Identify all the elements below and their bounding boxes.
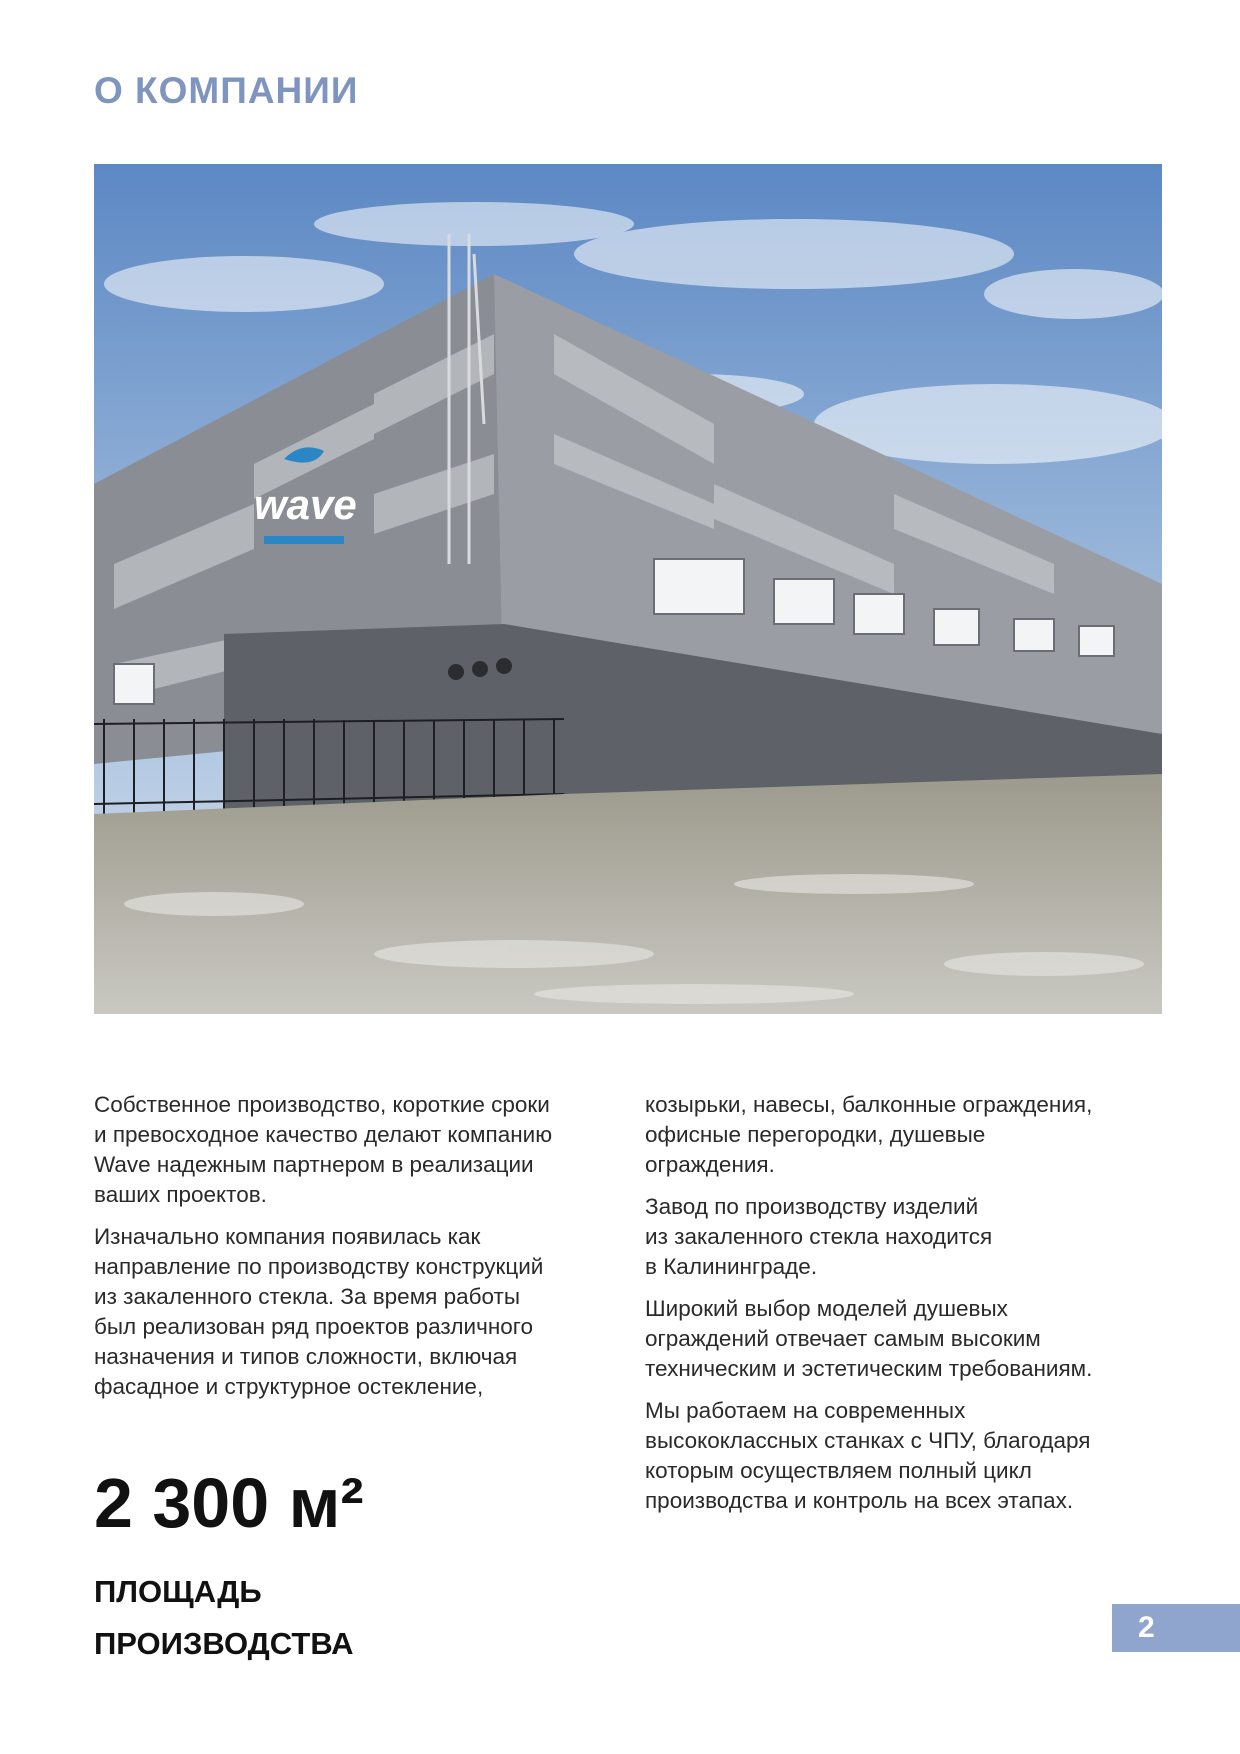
stat-value: 2 300 м²	[94, 1464, 364, 1542]
paragraph: Изначально компания появилась как направление по производству конструкций из закаленного стекла. За время работы был реализован ряд проектов различного назначения и типов сложности, включая фасадное и структурное остекление,	[94, 1224, 544, 1399]
paragraph: Собственное производство, короткие сроки и превосходное качество делают компанию Wave надежным партнером в реализации ваших проектов.	[94, 1092, 553, 1207]
factory-photo	[94, 164, 1162, 1014]
page-title: О КОМПАНИИ	[94, 70, 359, 111]
stat-label: ПЛОЩАДЬ ПРОИЗВОДСТВА	[94, 1574, 354, 1661]
left-text-column	[94, 1090, 624, 1414]
page-number-badge: 2	[1112, 1604, 1240, 1652]
building-sign: wave	[254, 481, 357, 528]
right-text-column	[645, 1090, 1175, 1528]
paragraph: Завод по производству изделий из закаленного стекла находится в Калининграде.	[645, 1194, 993, 1279]
paragraph: Широкий выбор моделей душевых ограждений отвечает самым высоким техническим и эстетическим требованиям.	[645, 1296, 1093, 1381]
paragraph: козырьки, навесы, балконные ограждения, офисные перегородки, душевые ограждения.	[645, 1092, 1093, 1177]
paragraph: Мы работаем на современных высококлассных станках с ЧПУ, благодаря которым осуществляем полный цикл производства и контроль на всех этапах.	[645, 1398, 1091, 1513]
